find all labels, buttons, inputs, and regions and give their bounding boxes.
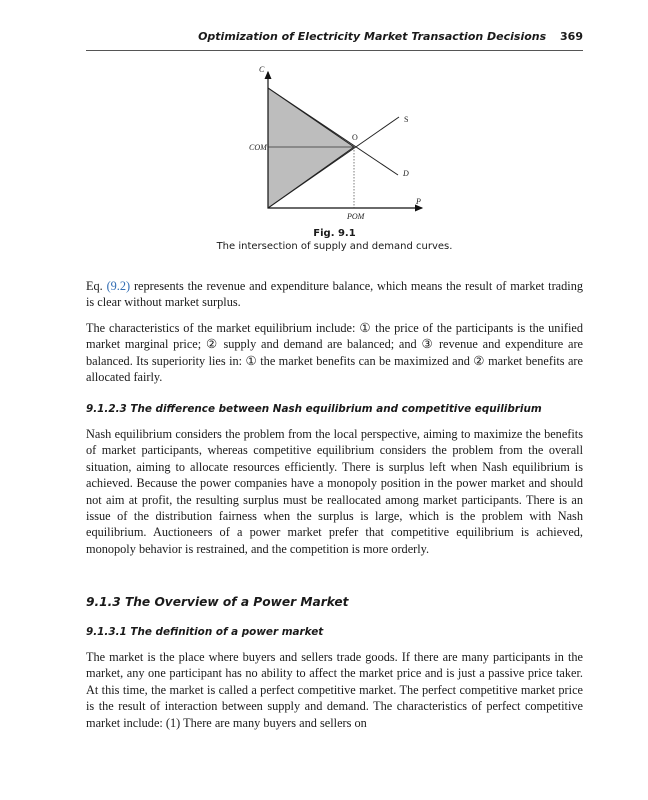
supply-demand-figure	[240, 60, 440, 225]
com-label: COM	[249, 143, 267, 152]
surplus-area	[268, 88, 354, 208]
page-number: 369	[560, 30, 583, 43]
running-header	[86, 30, 583, 51]
paragraph-market-definition: The market is the place where buyers and sellers trade goods. If there are many participants in the market, any one participant has no ability to affect the market price and is just a passive price taker. At this time, the market is called a perfect competitive market. The perfect competitive market price is the result of interaction between supply and demand. The characteristics of perfect competitive market include: (1) There are many buyers and sellers on	[86, 650, 583, 730]
section-heading-9-1-3: 9.1.3 The Overview of a Power Market	[86, 595, 349, 609]
header-title: Optimization of Electricity Market Transaction Decisions	[198, 30, 547, 43]
supply-label: S	[404, 115, 409, 124]
x-axis-label: P	[416, 197, 421, 206]
subsection-heading-9-1-3-1: 9.1.3.1 The definition of a power market	[86, 626, 324, 638]
y-axis-label: C	[259, 65, 265, 74]
paragraph-equation-ref	[86, 278, 583, 311]
paragraph-nash-vs-competitive: Nash equilibrium considers the problem from the local perspective, aiming to maximize the benefits of market participants, whereas competitive equilibrium considers the problem from the overall situation, aiming to allocate resources efficiently. There is surplus left when Nash equilibrium is achieved. Because the power companies have a monopoly position in the power market and should not aim at profit, the resulting surplus must be reallocated among market participants. There is an issue of the distribution fairness when the surplus is large, which is the problem with Nash equilibrium. Auctioneers of a power market prefer that competitive equilibrium is achieved, monopoly behavior is restrained, and the competition is more orderly.	[86, 427, 583, 556]
equation-link[interactable]: (9.2)	[106, 279, 131, 293]
paragraph-text: represents the revenue and expenditure balance, which means the result of market trading is clear without market surplus.	[86, 279, 583, 310]
figure-caption-label: Fig. 9.1	[313, 228, 356, 239]
demand-label: D	[403, 169, 409, 178]
pom-label: POM	[347, 212, 365, 221]
subsection-heading-9-1-2-3: 9.1.2.3 The difference between Nash equilibrium and competitive equilibrium	[86, 403, 542, 415]
paragraph-equilibrium-characteristics: The characteristics of the market equilibrium include: ① the price of the participants is the unified market marginal price; ② supply and demand are balanced; and ③ revenue and expenditure are balanced. Its superiority lies in: ① the market benefits can be maximized and ② market benefits are allocated fairly.	[86, 321, 583, 385]
paragraph-text: Eq.	[86, 279, 107, 293]
figure-caption-text: The intersection of supply and demand curves.	[216, 241, 453, 252]
equilibrium-label: O	[352, 133, 358, 142]
